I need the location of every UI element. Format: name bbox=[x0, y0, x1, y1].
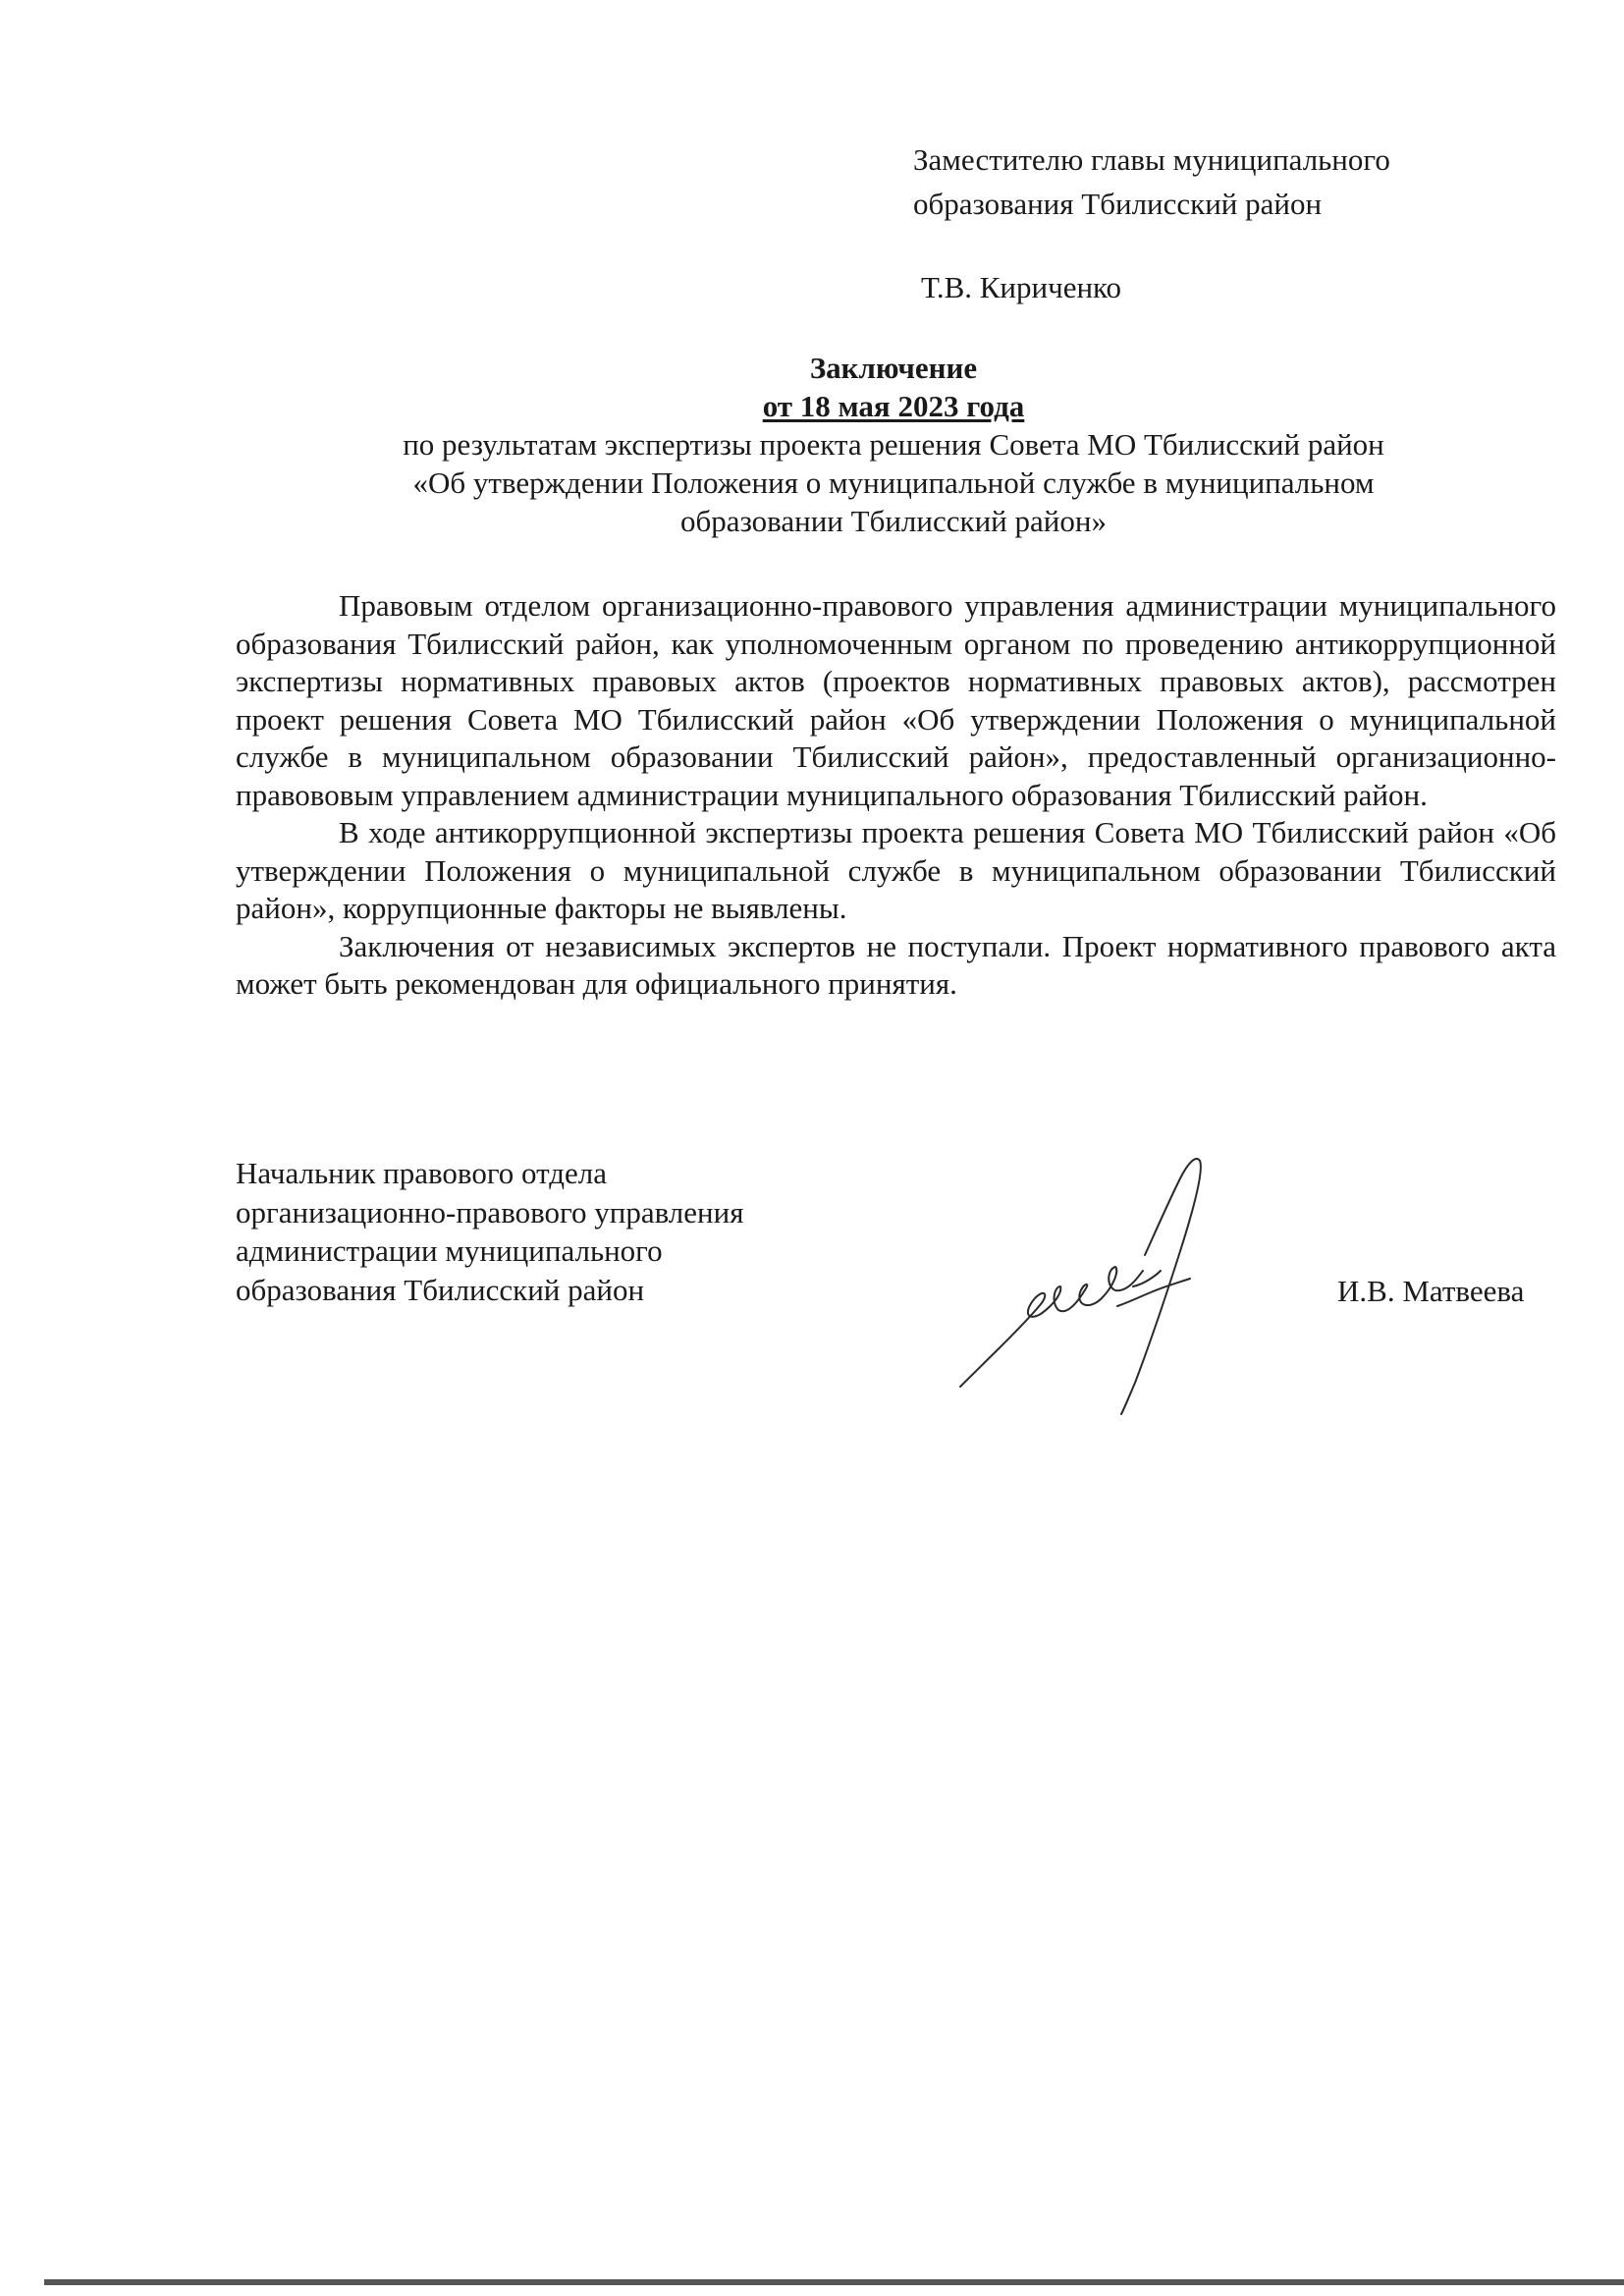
addressee-name: Т.В. Кириченко bbox=[921, 270, 1122, 304]
signatory-position-line-3: администрации муниципального bbox=[236, 1233, 663, 1268]
signatory-position-line-4: образования Тбилисский район bbox=[236, 1272, 645, 1307]
addressee-line-1: Заместителю главы муниципального bbox=[913, 142, 1390, 177]
signatory-position-line-2: организационно-правового управления bbox=[236, 1194, 744, 1230]
body-paragraph-3: Заключения от независимых экспертов не поступали. Проект нормативного правового акта может быть рекомендован для официального принятия. bbox=[236, 928, 1556, 1001]
body-paragraph-2: В ходе антикоррупционной экспертизы проекта решения Совета МО Тбилисский район «Об утверждении Положения о муниципальной службе в муниципальном образовании Тбилисский район», коррупционные факторы не выявлены. bbox=[236, 815, 1556, 925]
signatory-position-line-1: Начальник правового отдела bbox=[236, 1156, 608, 1190]
document-body bbox=[236, 587, 1556, 1004]
addressee-block bbox=[913, 137, 1522, 226]
body-paragraph-1: Правовым отделом организационно-правового управления администрации муниципального образования Тбилисский район, как уполномоченным органом по проведению антикоррупционной экспертизы нормативных правовых актов (проектов нормативных правовых актов), рассмотрен проект решения Совета МО Тбилисский район «Об утверждении Положения о муниципальной службе в муниципальном образовании Тбилисский район», предоставленный организационно-правововым управлением администрации муниципального образования Тбилисский район. bbox=[236, 588, 1556, 812]
signer-name: И.В. Матвеева bbox=[1337, 1274, 1525, 1308]
page-bottom-border bbox=[44, 2279, 1624, 2285]
document-date: от 18 мая 2023 года bbox=[762, 389, 1025, 423]
document-subtitle-line-2: «Об утверждении Положения о муниципальной службе в муниципальном bbox=[412, 465, 1375, 500]
signatory-position bbox=[236, 1154, 923, 1309]
document-subtitle-line-1: по результатам экспертизы проекта решения Совета МО Тбилисский район bbox=[403, 427, 1384, 462]
document-header bbox=[236, 349, 1551, 540]
addressee-line-2: образования Тбилисский район bbox=[913, 187, 1323, 221]
document-title: Заключение bbox=[809, 351, 978, 385]
document-subtitle-line-3: образовании Тбилисский район» bbox=[680, 504, 1107, 538]
handwritten-signature bbox=[933, 1149, 1257, 1424]
